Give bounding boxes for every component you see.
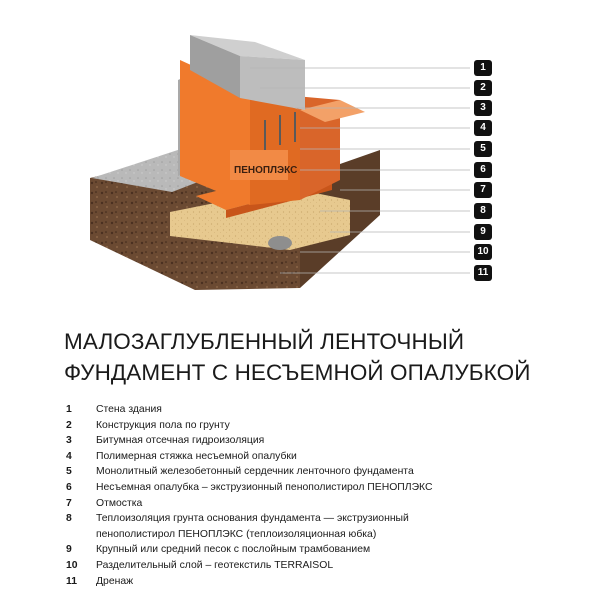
legend-item (66, 542, 466, 558)
callout-badge-5: 5 (474, 141, 492, 157)
drainage-pipe (268, 236, 292, 250)
legend-text-line: Теплоизоляция грунта основания фундамента — экструзионный (96, 513, 409, 525)
legend-text: Дренаж (96, 575, 134, 587)
legend-text: Несъемная опалубка – экструзионный пенополистирол ПЕНОПЛЭКС (96, 481, 433, 493)
callout-badge-9: 9 (474, 224, 492, 240)
callout-badge-4: 4 (474, 120, 492, 136)
legend-text: Битумная отсечная гидроизоляция (96, 435, 265, 447)
legend-item (66, 574, 466, 590)
legend-item (66, 402, 466, 418)
legend-item (66, 449, 466, 465)
page-title (64, 326, 530, 388)
legend-text (96, 511, 466, 542)
legend-number: 8 (66, 513, 72, 525)
legend-item (66, 418, 466, 434)
legend-item (66, 558, 466, 574)
legend-item (66, 433, 466, 449)
callout-badge-11: 11 (474, 265, 492, 281)
legend-text-line: пенополистирол ПЕНОПЛЭКС (теплоизоляционная юбка) (96, 528, 377, 540)
legend-number: 6 (66, 481, 72, 493)
legend-text: Крупный или средний песок с послойным трамбованием (96, 544, 371, 556)
title-line-2: ФУНДАМЕНТ С НЕСЪЕМНОЙ ОПАЛУБКОЙ (64, 360, 531, 385)
callout-badge-8: 8 (474, 203, 492, 219)
legend-text: Отмостка (96, 497, 143, 509)
legend-list (66, 402, 466, 589)
brand-label: ПЕНОПЛЭКС (234, 165, 298, 176)
legend-text: Разделительный слой – геотекстиль TERRAISOL (96, 559, 334, 571)
legend-number: 4 (66, 450, 72, 462)
legend-item (66, 480, 466, 496)
legend-number: 3 (66, 435, 72, 447)
legend-text: Конструкция пола по грунту (96, 419, 230, 431)
legend-number: 2 (66, 419, 72, 431)
legend-item (66, 511, 466, 542)
callout-badge-6: 6 (474, 162, 492, 178)
callout-badge-1: 1 (474, 60, 492, 76)
legend-text: Стена здания (96, 404, 162, 415)
legend-number: 1 (66, 404, 72, 415)
callout-badge-7: 7 (474, 182, 492, 198)
legend-number: 11 (66, 575, 77, 587)
callout-badge-10: 10 (474, 244, 492, 260)
legend-item (66, 496, 466, 512)
legend-number: 10 (66, 559, 78, 571)
callout-badge-2: 2 (474, 80, 492, 96)
legend-number: 9 (66, 544, 72, 556)
legend-text: Полимерная стяжка несъемной опалубки (96, 450, 297, 462)
legend-text: Монолитный железобетонный сердечник ленточного фундамента (96, 466, 414, 478)
legend-number: 5 (66, 466, 72, 478)
callout-badge-3: 3 (474, 100, 492, 116)
legend-item (66, 464, 466, 480)
title-line-1: МАЛОЗАГЛУБЛЕННЫЙ ЛЕНТОЧНЫЙ (64, 329, 465, 354)
legend-number: 7 (66, 497, 72, 509)
